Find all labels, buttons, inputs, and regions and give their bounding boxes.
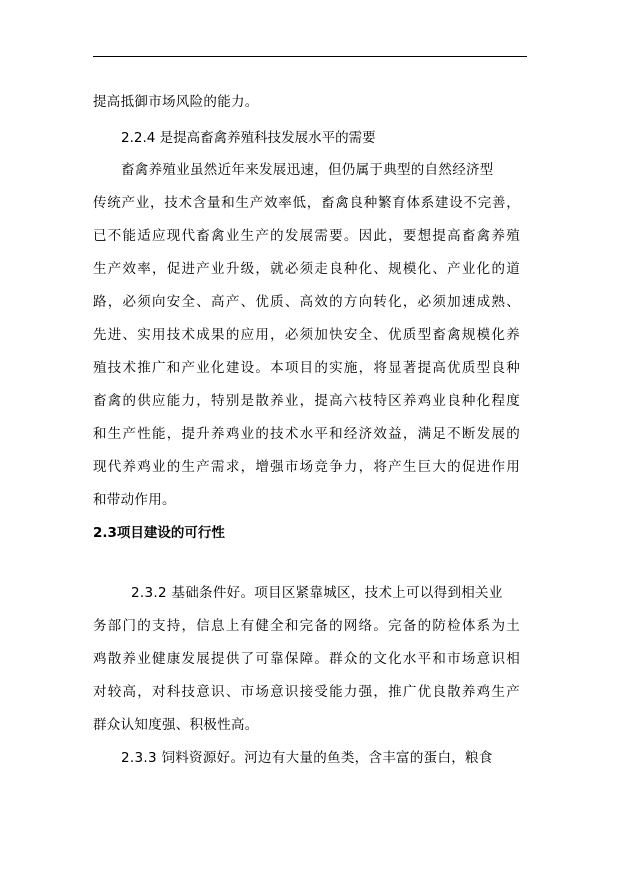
paragraph-line: 已不能适应现代畜禽业生产的发展需要。因此，要想提高畜禽养殖 [93, 228, 520, 244]
section-2-2-4-heading: 2.2.4 是提高畜禽养殖科技发展水平的需要 [121, 130, 376, 146]
paragraph-line: 传统产业，技术含量和生产效率低，畜禽良种繁育体系建设不完善， [93, 195, 520, 211]
paragraph-line: 务部门的支持，信息上有健全和完备的网络。完备的防检体系为土 [93, 618, 520, 634]
paragraph-line: 鸡散养业健康发展提供了可靠保障。群众的文化水平和市场意识相 [93, 651, 520, 667]
paragraph-line: 2.3.3 饲料资源好。河边有大量的鱼类，含丰富的蛋白，粮食 [121, 750, 493, 766]
header-rule [93, 56, 527, 57]
paragraph-line: 畜禽养殖业虽然近年来发展迅速，但仍属于典型的自然经济型 [121, 162, 494, 178]
paragraph-line: 畜禽的供应能力，特别是散养业，提高六枝特区养鸡业良种化程度 [93, 393, 520, 409]
paragraph-line: 2.3.2 基础条件好。项目区紧靠城区，技术上可以得到相关业 [131, 585, 503, 601]
continuation-line: 提高抵御市场风险的能力。 [93, 94, 259, 110]
section-2-3-heading: 2.3项目建设的可行性 [93, 525, 225, 541]
paragraph-line: 路，必须向安全、高产、优质、高效的方向转化，必须加速成熟、 [93, 294, 520, 310]
paragraph-line: 群众认知度强、积极性高。 [93, 717, 259, 733]
paragraph-line: 先进、实用技术成果的应用，必须加快安全、优质型畜禽规模化养 [93, 327, 520, 343]
paragraph-line: 对较高，对科技意识、市场意识接受能力强，推广优良散养鸡生产 [93, 684, 520, 700]
paragraph-line: 生产效率，促进产业升级，就必须走良种化、规模化、产业化的道 [93, 261, 520, 277]
paragraph-line: 和生产性能，提升养鸡业的技术水平和经济效益，满足不断发展的 [93, 426, 520, 442]
paragraph-line: 殖技术推广和产业化建设。本项目的实施，将显著提高优质型良种 [93, 360, 520, 376]
paragraph-line: 和带动作用。 [93, 492, 176, 508]
paragraph-line: 现代养鸡业的生产需求，增强市场竞争力，将产生巨大的促进作用 [93, 459, 520, 475]
